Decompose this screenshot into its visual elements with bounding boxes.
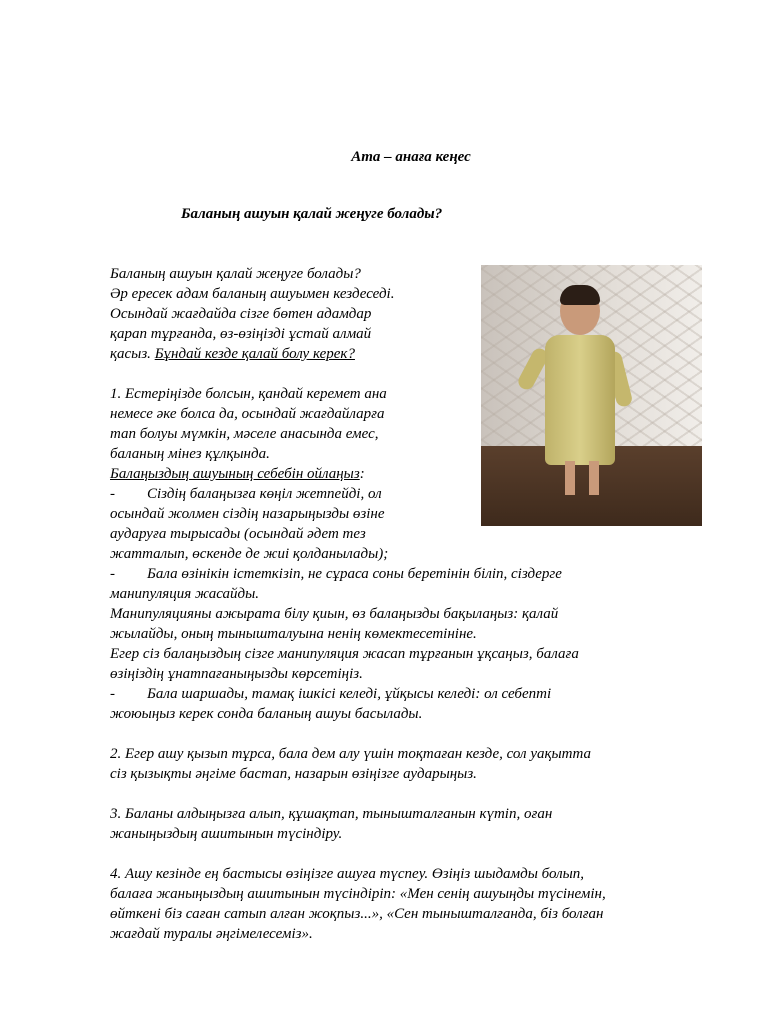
text-line: сіз қызықты әңгіме бастап, назарын өзіңізге аударыңыз.: [110, 766, 477, 782]
text-line: [110, 564, 710, 584]
text-line: Баланың ашуын қалай жеңуге болады?: [110, 266, 361, 282]
text-line: Осындай жағдайда сізге бөтен адамдар: [110, 306, 372, 322]
paragraph-gap: [110, 784, 710, 804]
text-segment: Сіздің балаңызға көңіл жетпейді, ол: [147, 486, 382, 502]
text-segment: Бала өзінікін істеткізіп, не сұраса соны беретінін біліп, сіздерге: [147, 566, 562, 582]
text-line: 3. Баланы алдыңызға алып, құшақтап, тынышталғанын күтіп, оған: [110, 806, 553, 822]
text-line: [110, 464, 710, 484]
underlined-heading: Балаңыздың ашуының себебін ойлаңыз: [110, 466, 360, 482]
text-line: осындай жолмен сіздің назарыңызды өзіне: [110, 506, 385, 522]
text-line: жаныңыздың ашитынын түсіндіру.: [110, 826, 343, 842]
text-line: немесе әке болса да, осындай жағдайларға: [110, 406, 385, 422]
text-segment: :: [359, 466, 365, 482]
text-line: қарап тұрғанда, өз-өзіңізді ұстай алмай: [110, 326, 372, 342]
document-title: Ата – анаға кеңес: [351, 149, 471, 165]
text-line: Егер сіз балаңыздың сізге манипуляция жасап тұрғанын ұқсаңыз, балаға: [110, 646, 579, 662]
underlined-question: Бұндай кезде қалай болу керек?: [154, 346, 355, 362]
text-line: [110, 344, 710, 364]
text-line: жоюыңыз керек сонда баланың ашуы басылады.: [110, 706, 423, 722]
text-line: жағдай туралы әңгімелесеміз».: [110, 926, 313, 942]
text-segment: Бала шаршады, тамақ ішкісі келеді, ұйқысы келеді: ол себепті: [147, 686, 552, 702]
text-line: [110, 484, 710, 504]
document-subtitle: Баланың ашуын қалай жеңуге болады?: [181, 206, 443, 222]
text-line: баланың мінез құлқында.: [110, 446, 270, 462]
body-text: [110, 264, 710, 944]
text-line: өзіңіздің ұнатпағаныңызды көрсетіңіз.: [110, 666, 363, 682]
text-line: балаға жаныңыздың ашитынын түсіндіріп: «Мен сенің ашуыңды түсінемін,: [110, 886, 606, 902]
list-dash: -: [110, 486, 115, 502]
text-line: Әр ересек адам баланың ашуымен кездеседі.: [110, 286, 395, 302]
text-line: 1. Естеріңізде болсын, қандай керемет ана: [110, 386, 387, 402]
text-line: манипуляция жасайды.: [110, 586, 260, 602]
paragraph-gap: [110, 364, 710, 384]
text-segment: қасыз.: [110, 346, 155, 362]
paragraph-gap: [110, 844, 710, 864]
paragraph-gap: [110, 724, 710, 744]
list-dash: -: [110, 566, 115, 582]
text-line: жатталып, өскенде де жиі қолданылады);: [110, 546, 389, 562]
text-line: өйткені біз саған сатып алған жоқпыз...», «Сен тынышталғанда, біз болған: [110, 906, 604, 922]
text-line: тап болуы мүмкін, мәселе анасында емес,: [110, 426, 379, 442]
text-line: [110, 684, 710, 704]
text-line: аударуға тырысады (осындай әдет тез: [110, 526, 366, 542]
list-dash: -: [110, 686, 115, 702]
text-line: 2. Егер ашу қызып тұрса, бала дем алу үшін тоқтаған кезде, сол уақытта: [110, 746, 591, 762]
text-line: 4. Ашу кезінде ең бастысы өзіңізге ашуға түспеу. Өзіңіз шыдамды болып,: [110, 866, 585, 882]
text-line: жылайды, оның тынышталуына ненің көмектесетініне.: [110, 626, 477, 642]
text-line: Манипуляцияны ажырата білу қиын, өз балаңызды бақылаңыз: қалай: [110, 606, 559, 622]
